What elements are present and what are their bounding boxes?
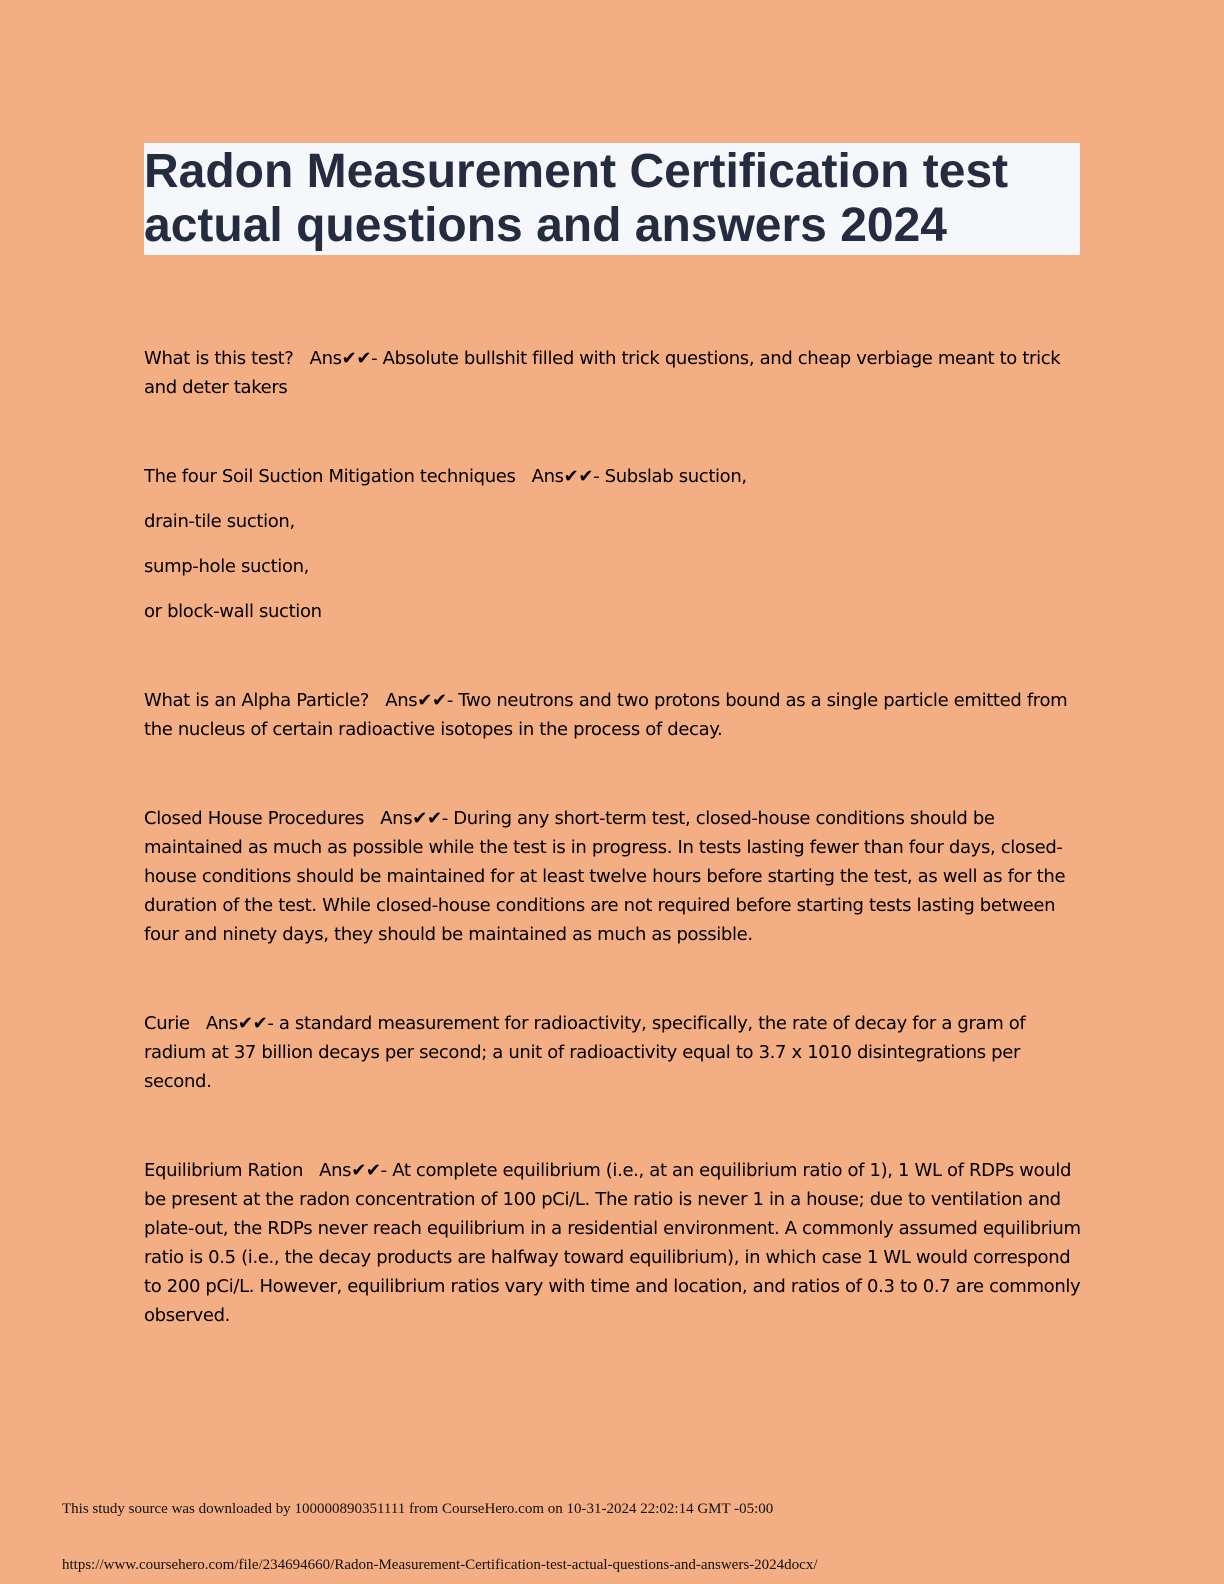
answer-text: Two neutrons and two protons bound as a single particle emitted from the nucleus of certain radioactive isotopes in the process of decay. [144, 690, 1068, 740]
answer-marker: Ans✔✔- [364, 808, 454, 829]
answer-text: Subslab suction, [604, 466, 747, 487]
answer-line: drain-tile suction, [144, 511, 295, 532]
answer-marker: Ans✔✔- [303, 1160, 393, 1181]
question-text: Curie [144, 1013, 190, 1034]
question-text: The four Soil Suction Mitigation techniques [144, 466, 516, 487]
answer-text: a standard measurement for radioactivity, specifically, the rate of decay for a gram of radium at 37 billion decays per second; a unit of radioactivity equal to 3.7 x 1010 disintegrations per second. [144, 1013, 1026, 1092]
qa-item [144, 686, 1084, 744]
answer-marker: Ans✔✔- [515, 466, 605, 487]
qa-item [144, 344, 1084, 402]
qa-paragraph [144, 686, 1084, 744]
answer-marker: Ans✔✔- [293, 348, 383, 369]
qa-item [144, 1156, 1084, 1330]
question-text: Closed House Procedures [144, 808, 365, 829]
qa-item [144, 462, 1084, 626]
footer-source-line: This study source was downloaded by 100000890351111 from CourseHero.com on 10-31-2024 22:02:14 GMT -05:00 [62, 1501, 774, 1517]
question-text: Equilibrium Ration [144, 1160, 304, 1181]
answer-text: At complete equilibrium (i.e., at an equilibrium ratio of 1), 1 WL of RDPs would be present at the radon concentration of 100 pCi/L. The ratio is never 1 in a house; due to ventilation and plate-out, the RDPs never reach equilibrium in a residential environment. A commonly assumed equilibrium ratio is 0.5 (i.e., the decay products are halfway toward equilibrium), in which case 1 WL would correspond to 200 pCi/L. However, equilibrium ratios vary with time and location, and ratios of 0.3 to 0.7 are commonly observed. [144, 1160, 1081, 1326]
answer-text: During any short-term test, closed-house conditions should be maintained as much as possible while the test is in progress. In tests lasting fewer than four days, closed-house conditions should be maintained for at least twelve hours before starting the test, as well as for the duration of the test. While closed-house conditions are not required before starting tests lasting between four and ninety days, they should be maintained as much as possible. [144, 808, 1066, 945]
question-text: What is an Alpha Particle? [144, 690, 370, 711]
page-title: Radon Measurement Certification test actual questions and answers 2024 [144, 145, 1009, 252]
question-text: What is this test? [144, 348, 294, 369]
answer-text: Absolute bullshit filled with trick questions, and cheap verbiage meant to trick and deter takers [144, 348, 1061, 398]
qa-item [144, 1009, 1084, 1096]
qa-paragraph [144, 344, 1084, 402]
answer-line: or block-wall suction [144, 601, 322, 622]
qa-paragraph [144, 804, 1084, 949]
answer-line: sump-hole suction, [144, 556, 310, 577]
title-box [144, 143, 1080, 255]
answer-marker: Ans✔✔- [369, 690, 459, 711]
footer-url[interactable]: https://www.coursehero.com/file/234694660/Radon-Measurement-Certification-test-actual-questions-and-answers-2024docx/ [62, 1557, 818, 1573]
qa-paragraph [144, 1156, 1084, 1330]
qa-item [144, 804, 1084, 949]
qa-paragraph [144, 462, 1084, 491]
qa-paragraph [144, 1009, 1084, 1096]
answer-marker: Ans✔✔- [189, 1013, 279, 1034]
qa-list [144, 344, 1084, 1390]
